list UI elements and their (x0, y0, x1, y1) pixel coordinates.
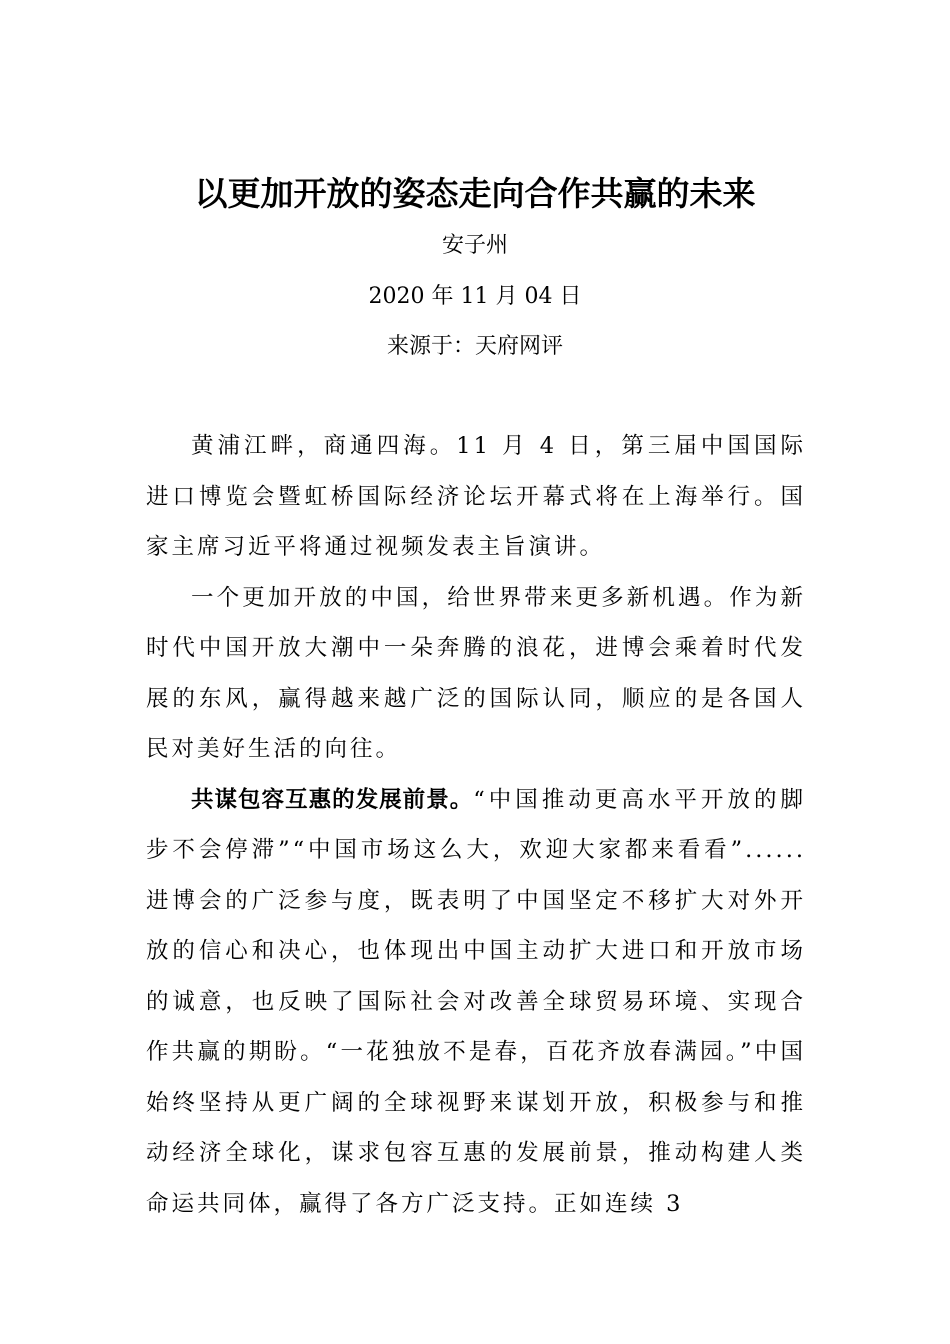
article-body (146, 421, 806, 1229)
paragraph-3-lead: 共谋包容互惠的发展前景。 (191, 786, 474, 813)
paragraph-2 (146, 573, 806, 775)
paragraph-3-text: “中国推动更高水平开放的脚步不会停滞”“中国市场这么大，欢迎大家都来看看”......进博会的广泛参与度，既表明了中国坚定不移扩大对外开放的信心和决心，也体现出中国主动扩大进口和开放市场的诚意，也反映了国际社会对改善全球贸易环境、实现合作共赢的期盼。“一花独放不是春，百花齐放春满园。”中国始终坚持从更广阔的全球视野来谋划开放，积极参与和推动经济全球化，谋求包容互惠的发展前景，推动构建人类命运共同体，赢得了各方广泛支持。正如连续 3 (146, 786, 806, 1217)
article-author: 安子州 (441, 233, 508, 258)
paragraph-3 (146, 775, 806, 1230)
article-title: 以更加开放的姿态走向合作共赢的未来 (194, 174, 756, 213)
paragraph-2-text: 一个更加开放的中国，给世界带来更多新机遇。作为新时代中国开放大潮中一朵奔腾的浪花，进博会乘着时代发展的东风，赢得越来越广泛的国际认同，顺应的是各国人民对美好生活的向往。 (146, 584, 806, 762)
paragraph-1-text: 黄浦江畔，商通四海。11 月 4 日，第三届中国国际进口博览会暨虹桥国际经济论坛开幕式将在上海举行。国家主席习近平将通过视频发表主旨演讲。 (146, 433, 806, 560)
paragraph-1 (146, 421, 806, 573)
article-date: 2020 年 11 月 04 日 (368, 284, 582, 309)
article-source: 来源于：天府网评 (386, 334, 563, 359)
